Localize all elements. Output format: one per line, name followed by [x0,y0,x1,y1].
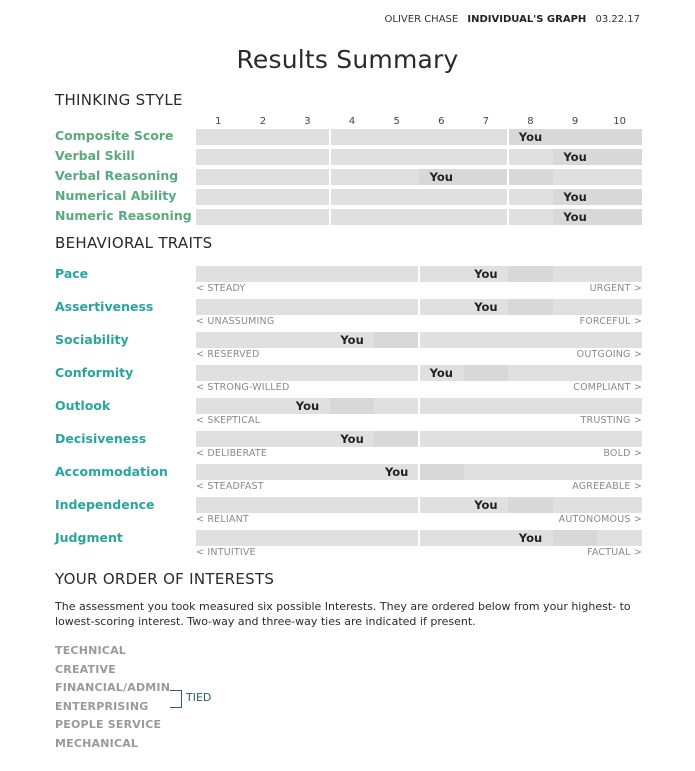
you-marker: You [563,190,587,204]
bar-midpoint-divider [418,398,420,414]
trait-low-anchor: < RELIANT [196,514,249,525]
bar-divider [507,149,509,165]
you-marker: You [563,150,587,164]
tick-label: 8 [527,116,534,127]
bar-divider [507,209,509,225]
score-range-band [419,464,464,480]
score-range-band [374,431,419,447]
bar-divider [507,169,509,185]
interest-item: CREATIVE [55,662,116,676]
trait-high-anchor: COMPLIANT > [573,382,642,393]
trait-low-anchor: < UNASSUMING [196,316,275,327]
trait-bar [196,365,642,381]
thinking-style-bar [196,149,642,165]
tie-label: TIED [186,691,212,704]
trait-bar [196,431,642,447]
trait-label: Outlook [55,398,111,413]
thinking-style-bar [196,189,642,205]
score-range-band [330,398,375,414]
trait-low-anchor: < SKEPTICAL [196,415,261,426]
trait-bar [196,332,642,348]
trait-high-anchor: TRUSTING > [580,415,642,426]
trait-low-anchor: < INTUITIVE [196,547,256,558]
bar-midpoint-divider [418,530,420,546]
score-range-band [508,266,553,282]
trait-label: Independence [55,497,155,512]
trait-label: Pace [55,266,89,281]
interest-item: TECHNICAL [55,644,126,657]
you-marker: You [474,300,498,314]
tick-label: 9 [571,116,579,127]
score-range-band [553,530,598,546]
interests-heading: YOUR ORDER OF INTERESTS [55,570,275,588]
bar-divider [329,209,331,225]
bar-divider [329,189,331,205]
trait-label: Sociability [55,332,129,347]
tick-label: 5 [393,116,400,127]
you-marker: You [518,531,543,545]
thinking-style-bar [196,209,642,225]
behavioral-traits-heading: BEHAVIORAL TRAITS [55,234,213,252]
thinking-style-bar [196,169,642,185]
thinking-style-bar [196,129,642,145]
you-marker: You [429,170,453,184]
you-marker: You [429,366,453,380]
page-title: Results Summary [236,45,459,74]
you-marker: You [340,333,364,347]
tick-label: 6 [438,116,445,127]
report-header [379,14,640,25]
interest-item: FINANCIAL/ADMIN [55,681,171,695]
tick-label: 4 [348,116,356,127]
interest-item: MECHANICAL [55,737,139,750]
bar-midpoint-divider [418,332,420,348]
trait-low-anchor: < RESERVED [196,349,260,360]
person-name: OLIVER CHASE [384,14,459,25]
tie-bracket-icon [170,690,182,708]
bar-divider [329,149,331,165]
trait-high-anchor: FORCEFUL > [579,316,642,327]
you-marker: You [518,130,543,144]
interest-item: ENTERPRISING [55,699,149,713]
trait-high-anchor: OUTGOING > [576,349,642,360]
score-range-band [508,299,553,315]
trait-high-anchor: BOLD > [603,448,642,459]
trait-label: Assertiveness [55,299,154,314]
report-type: INDIVIDUAL'S GRAPH [467,14,587,25]
thinking-style-heading: THINKING STYLE [55,91,183,109]
tick-label: 1 [215,116,222,127]
trait-label: Conformity [55,365,134,380]
score-range-band [374,332,419,348]
trait-bar [196,398,642,414]
trait-bar [196,299,642,315]
thinking-style-label: Numeric Reasoning [55,208,192,223]
bar-divider [329,169,331,185]
trait-high-anchor: URGENT > [589,283,642,294]
thinking-style-label: Verbal Reasoning [55,168,179,183]
trait-high-anchor: AUTONOMOUS > [558,514,642,525]
you-marker: You [563,210,587,224]
tick-label: 7 [482,116,490,127]
interests-intro: The assessment you took measured six possible Interests. They are ordered below from your highest- to lowest-scoring interest. Two-way and three-way ties are indicated if present. [55,600,631,628]
trait-low-anchor: < DELIBERATE [196,448,268,459]
interest-item: PEOPLE SERVICE [55,718,162,732]
you-marker: You [340,432,364,446]
bar-midpoint-divider [418,266,420,282]
trait-low-anchor: < STEADFAST [196,481,264,492]
tick-label: 10 [613,116,626,127]
bar-divider [329,129,331,145]
thinking-style-label: Verbal Skill [55,148,135,163]
trait-label: Accommodation [55,464,168,479]
you-marker: You [385,465,409,479]
trait-bar [196,266,642,282]
bar-midpoint-divider [418,497,420,513]
trait-low-anchor: < STRONG-WILLED [196,382,290,393]
tick-label: 2 [259,116,267,127]
bar-midpoint-divider [418,431,420,447]
trait-label: Judgment [55,530,123,545]
score-range-band [508,497,553,513]
trait-bar [196,530,642,546]
trait-low-anchor: < STEADY [196,283,246,294]
scale-ticks [196,116,642,128]
bar-midpoint-divider [418,299,420,315]
trait-high-anchor: FACTUAL > [587,547,642,558]
trait-bar [196,497,642,513]
you-marker: You [295,399,320,413]
trait-label: Decisiveness [55,431,147,446]
report-date: 03.22.17 [595,14,640,25]
thinking-style-label: Composite Score [55,128,174,143]
trait-high-anchor: AGREEABLE > [572,481,642,492]
tick-label: 3 [304,116,311,127]
bar-divider [507,189,509,205]
thinking-style-label: Numerical Ability [55,188,177,203]
you-marker: You [474,498,498,512]
trait-bar [196,464,642,480]
score-range-band [464,365,509,381]
you-marker: You [474,267,498,281]
